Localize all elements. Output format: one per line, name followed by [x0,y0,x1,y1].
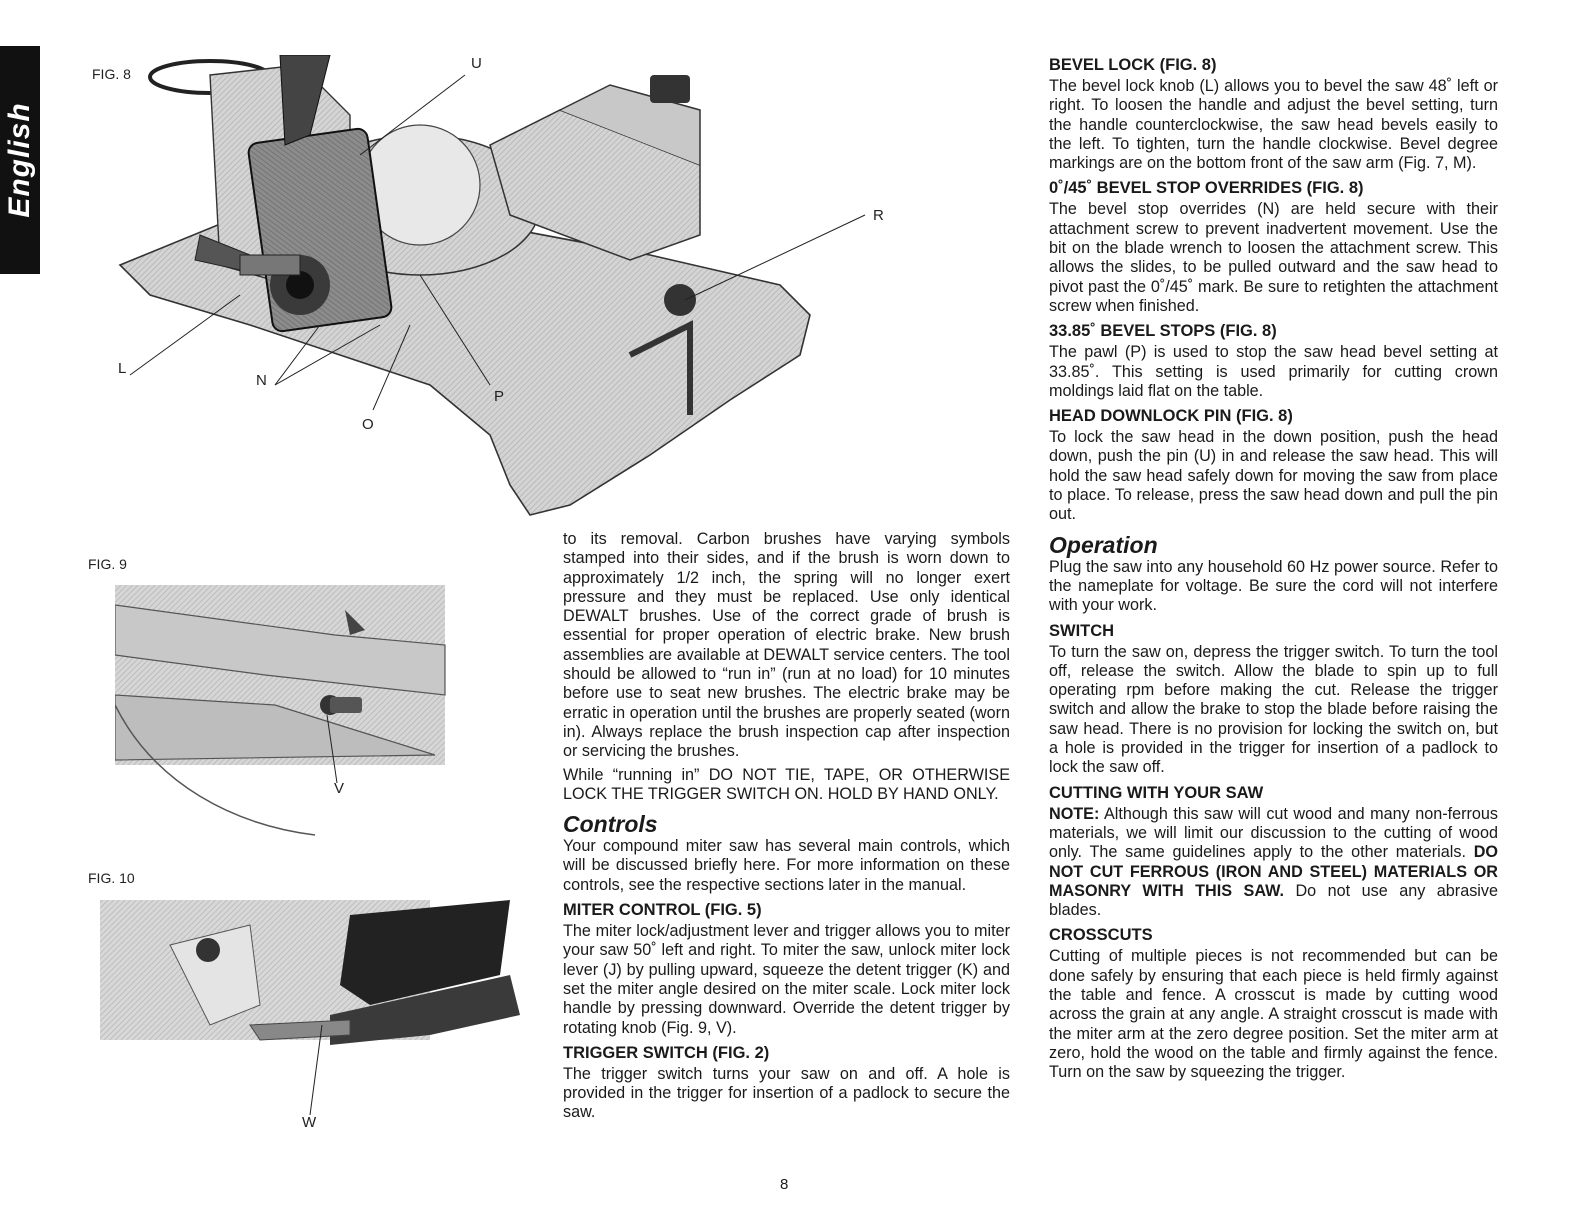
brushes-paragraph: to its removal. Carbon brushes have varying symbols stamped into their sides, and if the brush is worn down to approximately 1/2 inch, the spring will no longer exert pressure and they must be replaced. Use only identical DEWALT brushes. Use of the correct grade of brush is essential for proper operation of electric brake. New brush assemblies are available at DEWALT service centers. The tool should be allowed to “run in” (run at no load) for 10 minutes before use to seat new brushes. The electric brake may be erratic in operation until the brushes are properly seated (worn in). Always replace the brush inspection cap after inspection or servicing the brushes. [563,530,1010,761]
fig10-illustration [90,895,520,1120]
operation-text: Plug the saw into any household 60 Hz power source. Refer to the nameplate for voltage. Be sure the cord will not interfere with your work. [1049,557,1498,615]
fig9-illustration [115,585,455,840]
bevel-overrides-heading: 0˚/45˚ BEVEL STOP OVERRIDES (FIG. 8) [1049,179,1364,198]
fig8-illustration [90,55,920,530]
middle-column [563,530,1010,1127]
downlock-heading: HEAD DOWNLOCK PIN (FIG. 8) [1049,407,1293,426]
run-in-warning: While “running in” DO NOT TIE, TAPE, OR OTHERWISE LOCK THE TRIGGER SWITCH ON. HOLD BY HAND ONLY. [563,765,1010,803]
controls-heading: Controls [563,811,658,838]
downlock-text: To lock the saw head in the down position, push the head down, push the pin (U) in and release the saw head. This will hold the saw head safely down for moving the saw from place to place. To release, press the saw head down and pull the pin out. [1049,428,1498,524]
cutting-text [1049,805,1498,921]
ferrous-warning: DO NOT CUT FERROUS (IRON AND STEEL) MATERIALS OR MASONRY WITH THIS SAW. [1049,843,1498,900]
cutting-heading: CUTTING WITH YOUR SAW [1049,783,1264,802]
bevel-stops-heading: 33.85˚ BEVEL STOPS (FIG. 8) [1049,322,1277,341]
bevel-overrides-text: The bevel stop overrides (N) are held secure with their attachment screw to prevent inadvertent movement. Use the bit on the blade wrench to loosen the attachment screw. This allows the slides, to be pulled outward and the saw head to pivot past the 0˚/45˚ mark. Be sure to retighten the attachment screw when finished. [1049,200,1498,315]
callout-l: L [118,360,127,377]
callout-u: U [471,55,482,72]
callout-o: O [362,416,374,433]
fig10-label: FIG. 10 [88,870,135,886]
language-tab [0,46,40,274]
miter-control-text: The miter lock/adjustment lever and trigger allows you to miter your saw 50˚ left and right. To miter the saw, unlock miter lock lever (J) by pulling upward, squeeze the detent trigger (K) and set the miter angle desired on the miter scale. Lock miter lock handle by pressing downward. Override the detent trigger by rotating knob (Fig. 9, V). [563,922,1010,1037]
callout-p: P [494,388,505,405]
trigger-switch-heading: TRIGGER SWITCH (FIG. 2) [563,1043,770,1062]
fig9-label: FIG. 9 [88,556,127,572]
callout-r: R [873,207,884,224]
callout-n: N [256,372,267,389]
operation-heading: Operation [1049,531,1158,558]
note-label: NOTE: [1049,804,1100,823]
fig8-label: FIG. 8 [92,66,131,82]
bevel-stops-text: The pawl (P) is used to stop the saw head bevel setting at 33.85˚. This setting is used primarily for cutting crown moldings laid flat on the table. [1049,343,1498,400]
cutting-body: Although this saw will cut wood and many non-ferrous materials, we will limit our discussion to the cutting of wood only. The same guidelines apply to the other materials. [1049,804,1498,862]
page-number: 8 [780,1176,789,1193]
bevel-lock-heading: BEVEL LOCK (FIG. 8) [1049,56,1217,74]
switch-text: To turn the saw on, depress the trigger switch. To turn the tool off, release the switch. Allow the blade to spin up to full operating rpm before making the cut. Release the trigger switch and allow the brake to stop the blade before raising the saw head. There is no provision for locking the switch on, but a hole is provided in the trigger for insertion of a padlock to lock the saw off. [1049,642,1498,777]
crosscuts-heading: CROSSCUTS [1049,926,1153,945]
trigger-switch-text: The trigger switch turns your saw on and off. A hole is provided in the trigger for insertion of a padlock to secure the saw. [563,1064,1010,1122]
language-tab-label: English [3,102,36,218]
callout-v: V [334,780,345,797]
miter-control-heading: MITER CONTROL (FIG. 5) [563,901,762,920]
bevel-lock-text: The bevel lock knob (L) allows you to bevel the saw 48˚ left or right. To loosen the handle and adjust the bevel setting, turn the handle counterclockwise, the saw head bevels easily to the left. To tighten, turn the handle clockwise. Bevel degree markings are on the bottom front of the saw arm (Fig. 7, M). [1049,77,1498,173]
controls-text: Your compound miter saw has several main controls, which will be discussed briefly here. For more information on these controls, see the respective sections later in the manual. [563,837,1010,894]
switch-heading: SWITCH [1049,621,1115,640]
right-column [1049,50,1498,1086]
callout-w: W [302,1114,317,1131]
cutting-tail: Do not use any abrasive blades. [1049,881,1498,920]
crosscuts-text: Cutting of multiple pieces is not recommended but can be done safely by ensuring that each piece is held firmly against the table and fence. A crosscut is made by cutting wood across the grain at any angle. A straight crosscut is made with the miter arm at the zero degree position. Set the miter arm at zero, hold the wood on the table and firmly against the fence. Turn on the saw by squeezing the trigger. [1049,947,1498,1082]
